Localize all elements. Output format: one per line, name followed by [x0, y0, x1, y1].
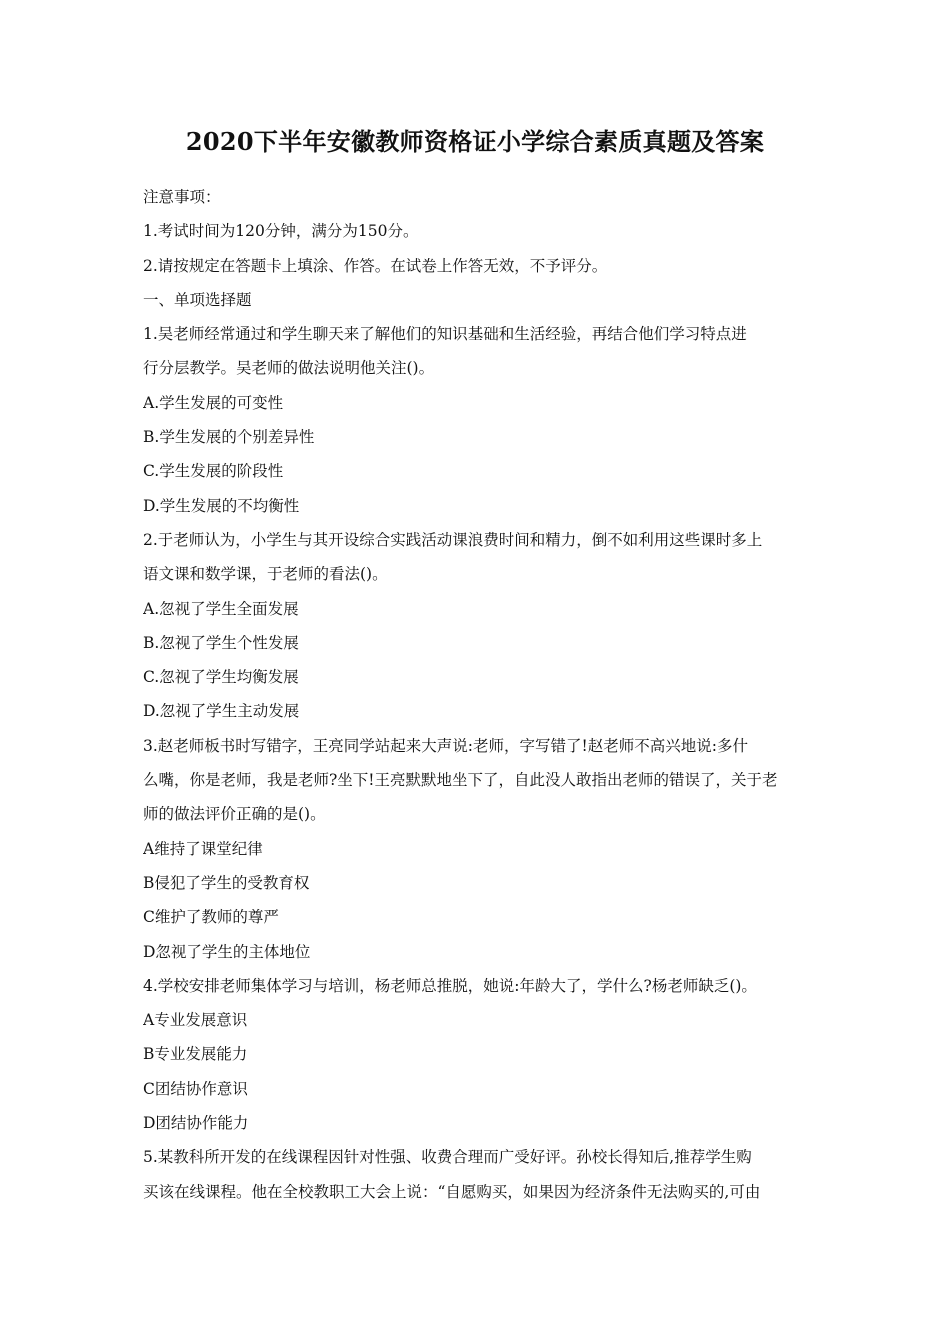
answer-option: D.忽视了学生主动发展 — [143, 702, 300, 721]
answer-option: B侵犯了学生的受教育权 — [143, 873, 310, 892]
question-text: 2.于老师认为，小学生与其开设综合实践活动课浪费时间和精力，倒不如利用这些课时多上 — [143, 530, 763, 549]
answer-option: A.忽视了学生全面发展 — [143, 599, 299, 618]
section-heading: 一、单项选择题 — [143, 290, 252, 309]
text-line: 2.请按规定在答题卡上填涂、作答。在试卷上作答无效，不予评分。 — [143, 256, 608, 275]
question-text: 1.吴老师经常通过和学生聊天来了解他们的知识基础和生活经验，再结合他们学习特点进 — [143, 325, 747, 344]
answer-option: D团结协作能力 — [143, 1114, 249, 1133]
answer-option: A专业发展意识 — [143, 1011, 248, 1030]
answer-option: A.学生发展的可变性 — [143, 393, 284, 412]
question-text: 师的做法评价正确的是()。 — [143, 805, 326, 824]
answer-option: D.学生发展的不均衡性 — [143, 496, 300, 515]
question-text: 3.赵老师板书时写错字，王亮同学站起来大声说:老师，字写错了!赵老师不高兴地说:多什 — [143, 736, 748, 755]
answer-option: C.学生发展的阶段性 — [143, 462, 284, 481]
answer-option: A维持了课堂纪律 — [143, 839, 263, 858]
text-line: 1.考试时间为120分钟，满分为150分。 — [143, 222, 419, 241]
answer-option: D忽视了学生的主体地位 — [143, 942, 311, 961]
question-text: 5.某教科所开发的在线课程因针对性强、收费合理而广受好评。孙校长得知后,推荐学生购 — [143, 1148, 752, 1167]
document-title: 2020下半年安徽教师资格证小学综合素质真题及答案 — [185, 127, 765, 156]
question-text: 语文课和数学课，于老师的看法()。 — [143, 565, 388, 584]
document-body — [143, 180, 823, 1209]
question-text: 么嘴，你是老师，我是老师?坐下!王亮默默地坐下了，自此没人敢指出老师的错误了，关于老 — [143, 771, 778, 790]
answer-option: B.忽视了学生个性发展 — [143, 633, 299, 652]
answer-option: C维护了教师的尊严 — [143, 908, 279, 927]
question-text: 4.学校安排老师集体学习与培训，杨老师总推脱，她说:年龄大了，学什么?杨老师缺乏()。 — [143, 976, 757, 995]
question-text: 买该在线课程。他在全校教职工大会上说：“自愿购买，如果因为经济条件无法购买的,可由 — [143, 1182, 761, 1201]
answer-option: B专业发展能力 — [143, 1045, 248, 1064]
answer-option: C团结协作意识 — [143, 1079, 248, 1098]
answer-option: C.忽视了学生均衡发展 — [143, 668, 299, 687]
question-text: 行分层教学。吴老师的做法说明他关注()。 — [143, 359, 435, 378]
answer-option: B.学生发展的个别差异性 — [143, 428, 315, 447]
text-line: 注意事项： — [143, 188, 221, 206]
